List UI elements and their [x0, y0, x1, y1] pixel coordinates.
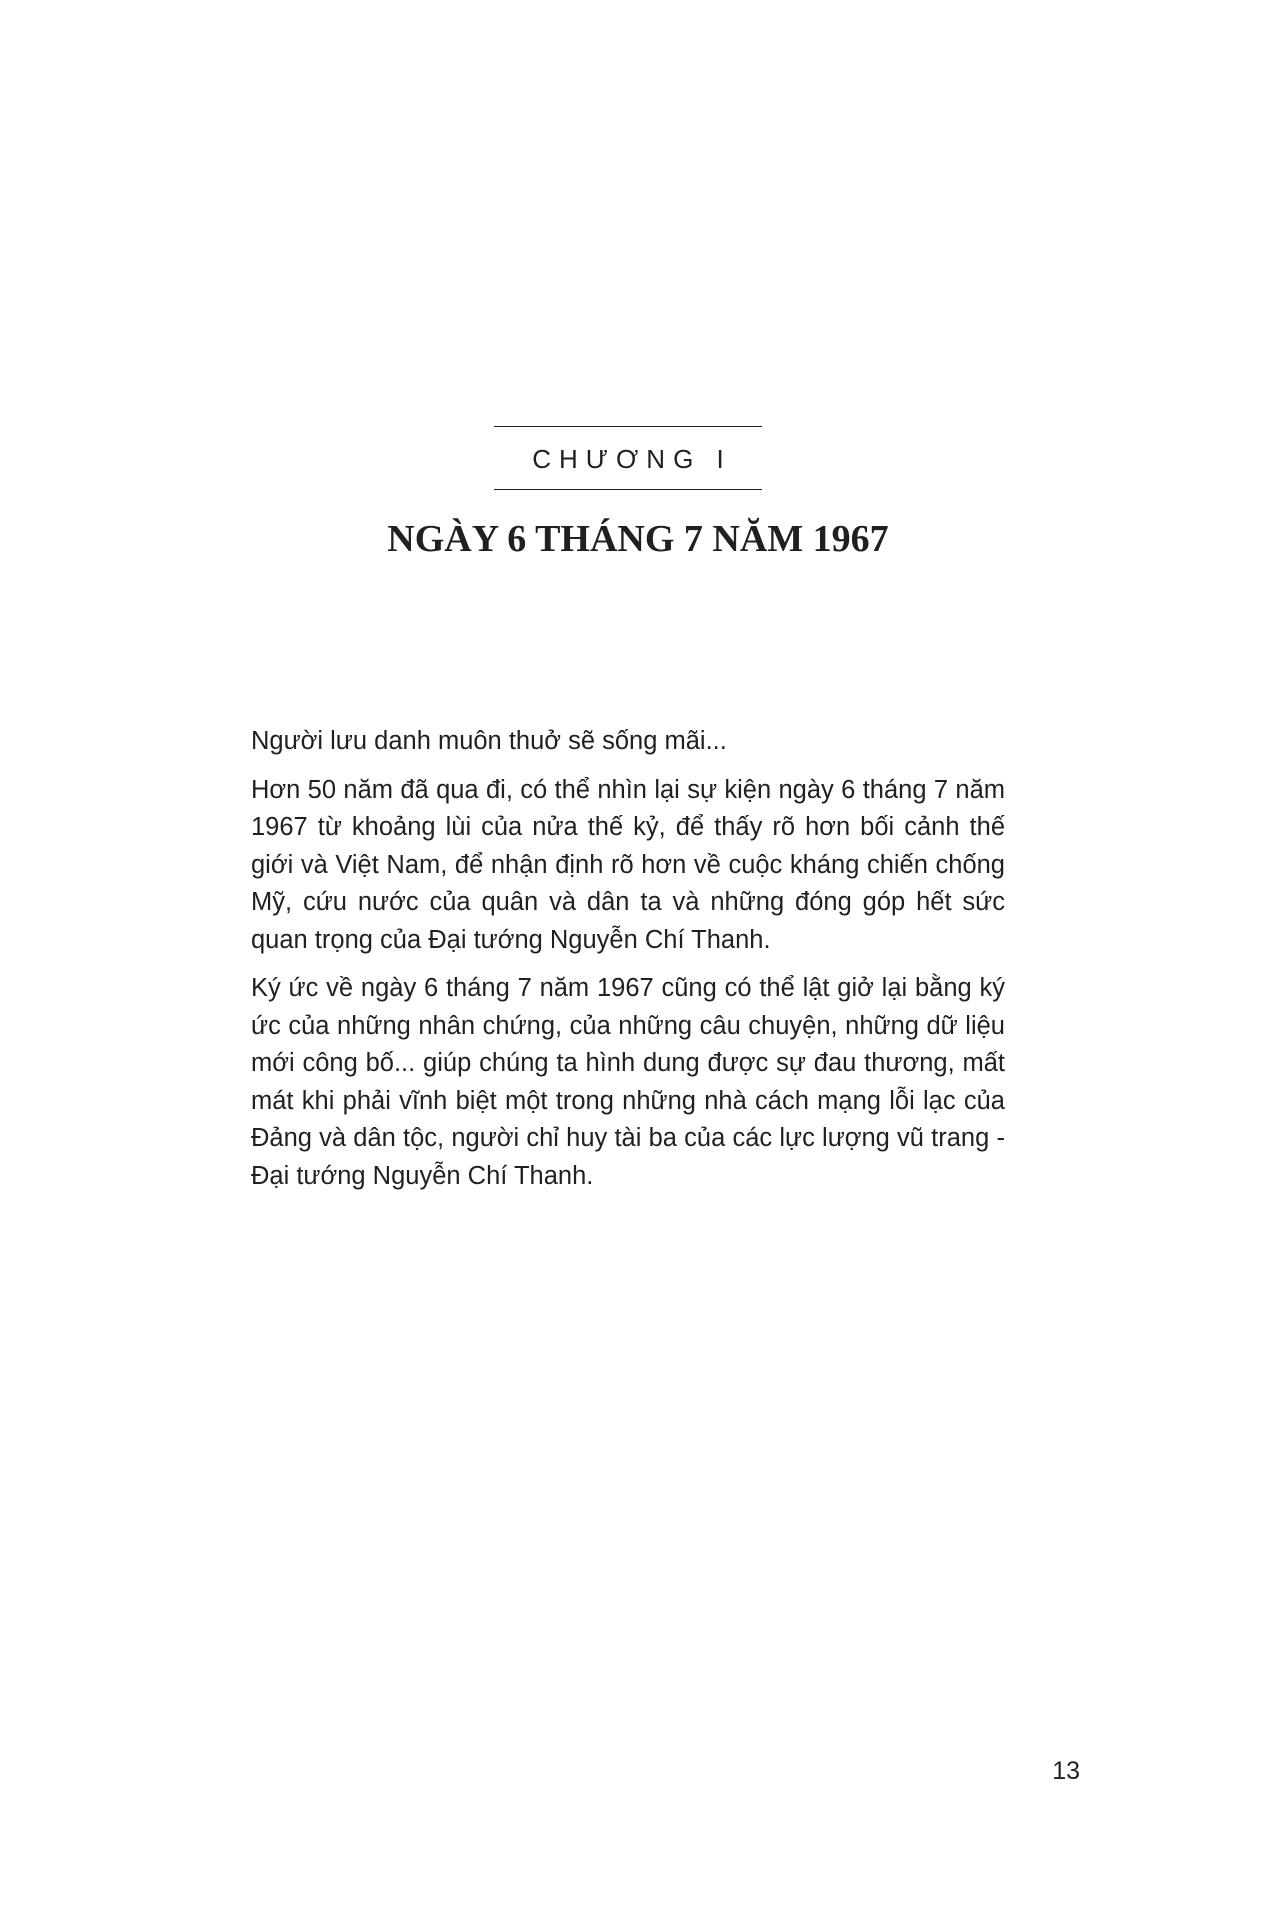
chapter-title: NGÀY 6 THÁNG 7 NĂM 1967: [387, 518, 889, 560]
paragraph: Ký ức về ngày 6 tháng 7 năm 1967 cũng có thể lật giở lại bằng ký ức của những nhân chứng, của những câu chuyện, những dữ liệu mới công bố... giúp chúng ta hình dung được sự đau thương, mất mát khi phải vĩnh biệt một trong những nhà cách mạng lỗi lạc của Đảng và dân tộc, người chỉ huy tài ba của các lực lượng vũ trang - Đại tướng Nguyễn Chí Thanh.: [251, 974, 1005, 1190]
chapter-label: CHƯƠNG I: [532, 444, 732, 474]
paragraph-epigraph: Người lưu danh muôn thuở sẽ sống mãi...: [251, 727, 727, 755]
chapter-rule-top: [494, 426, 762, 427]
body-text: [251, 723, 1005, 1206]
chapter-rule-bottom: [494, 489, 762, 490]
paragraph: Hơn 50 năm đã qua đi, có thể nhìn lại sự kiện ngày 6 tháng 7 năm 1967 từ khoảng lùi của nửa thế kỷ, để thấy rõ hơn bối cảnh thế giới và Việt Nam, để nhận định rõ hơn về cuộc kháng chiến chống Mỹ, cứu nước của quân và dân ta và những đóng góp hết sức quan trọng của Đại tướng Nguyễn Chí Thanh.: [251, 775, 1005, 954]
chapter-header: [494, 426, 762, 490]
page-number: 13: [1052, 1757, 1080, 1785]
